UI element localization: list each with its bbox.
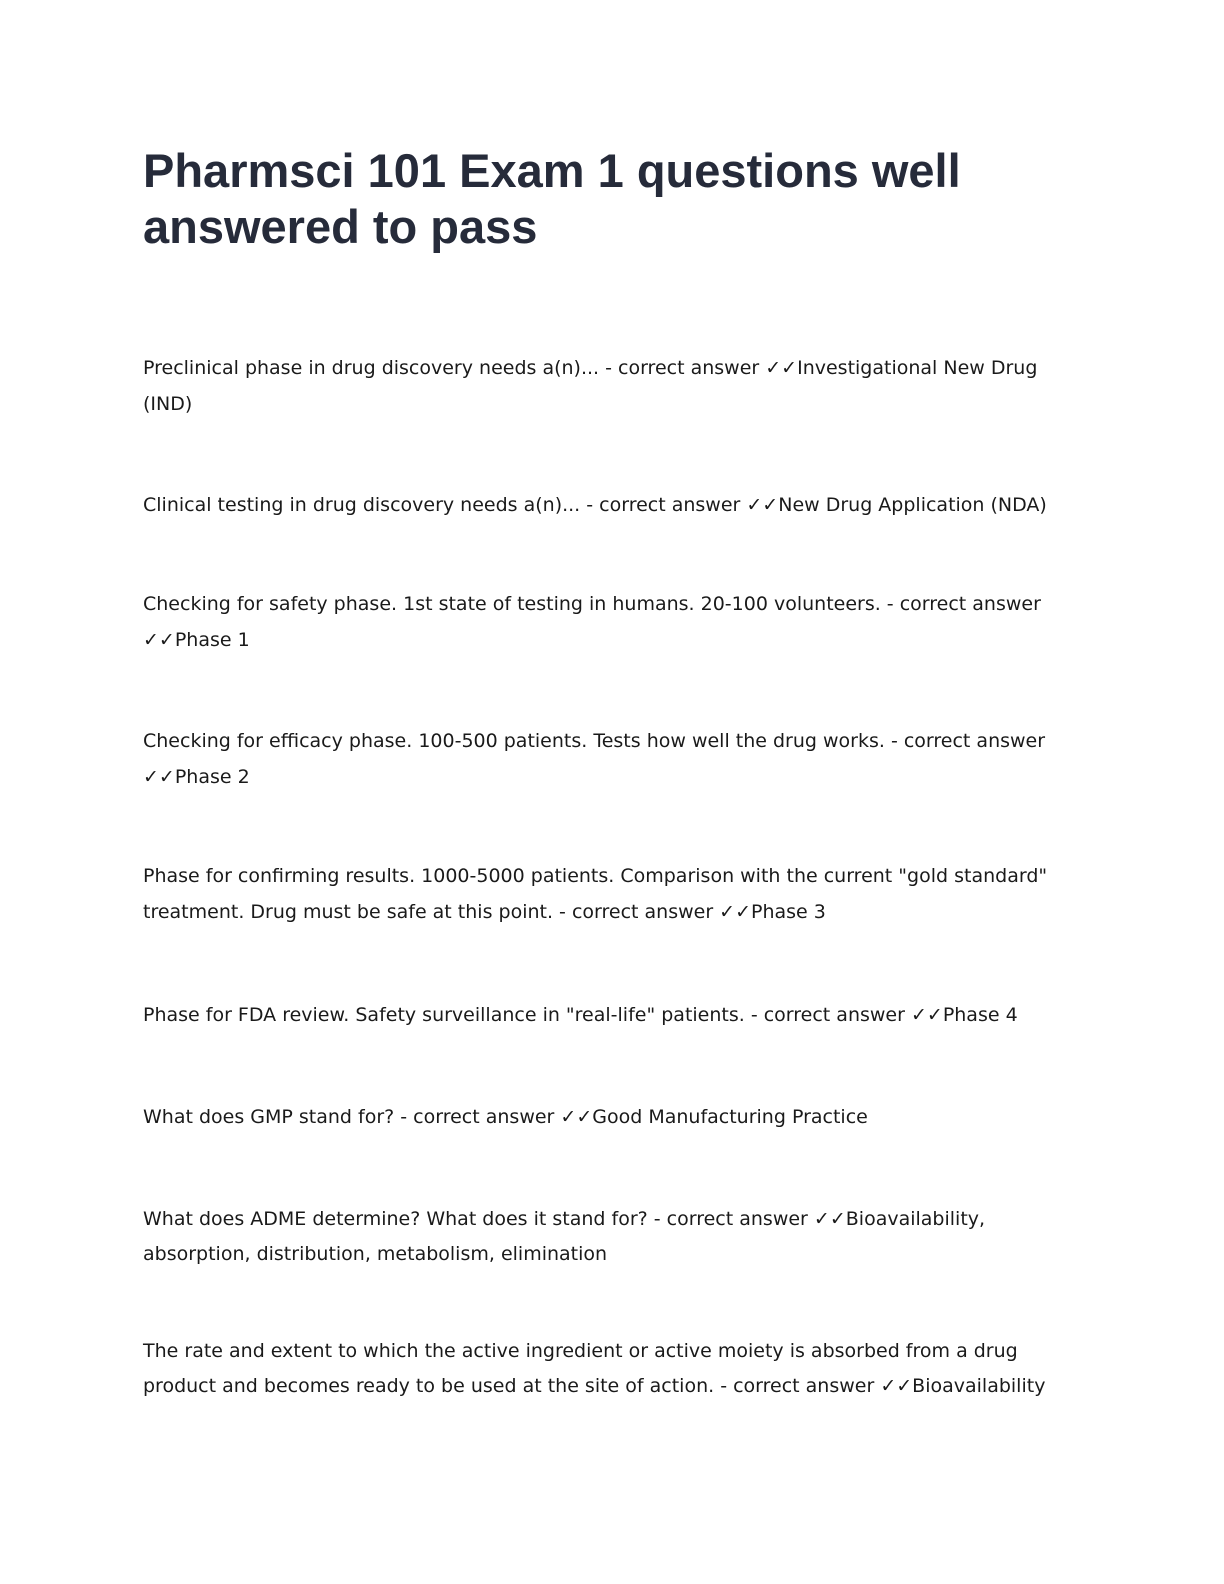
answer-text: Bioavailability [912, 1375, 1046, 1397]
qa-entry-4 [143, 723, 1073, 795]
double-check-icon: ✓✓ [560, 1106, 593, 1128]
qa-entry-3 [143, 586, 1073, 658]
double-check-icon: ✓✓ [910, 1004, 943, 1026]
double-check-icon: ✓✓ [746, 494, 779, 516]
answer-text: Good Manufacturing Practice [592, 1106, 868, 1128]
answer-text: Phase 4 [942, 1004, 1018, 1026]
double-check-icon: ✓✓ [880, 1375, 913, 1397]
qa-entry-9 [143, 1334, 1073, 1404]
question-text: The rate and extent to which the active ingredient or active moiety is absorbed from a drug product and becomes ready to be used at the site of action. - correct answer [143, 1340, 1018, 1397]
answer-text: Phase 2 [174, 766, 250, 788]
answer-text: Bioavailability, absorption, distribution, metabolism, elimination [143, 1208, 986, 1265]
double-check-icon: ✓✓ [765, 357, 798, 379]
question-text: Checking for safety phase. 1st state of testing in humans. 20-100 volunteers. - correct answer [143, 593, 1041, 615]
answer-text: New Drug Application (NDA) [778, 494, 1047, 516]
question-text: Clinical testing in drug discovery needs a(n)... - correct answer [143, 494, 747, 516]
answer-text: Investigational New Drug (IND) [143, 357, 1038, 415]
double-check-icon: ✓✓ [143, 629, 175, 651]
qa-entry-1 [143, 350, 1073, 422]
question-text: Phase for FDA review. Safety surveillance in "real-life" patients. - correct answer [143, 1004, 911, 1026]
qa-entry-7 [143, 1099, 1073, 1135]
qa-entry-5 [143, 858, 1073, 930]
question-text: Checking for efficacy phase. 100-500 patients. Tests how well the drug works. - correct answer [143, 730, 1046, 752]
double-check-icon: ✓✓ [719, 901, 752, 923]
document-title: Pharmsci 101 Exam 1 questions well answered to pass [143, 144, 961, 253]
qa-entry-8 [143, 1202, 1073, 1272]
question-text: What does GMP stand for? - correct answer [143, 1106, 561, 1128]
question-text: What does ADME determine? What does it stand for? - correct answer [143, 1208, 814, 1230]
qa-entry-6 [143, 997, 1073, 1033]
question-text: Phase for confirming results. 1000-5000 patients. Comparison with the current "gold standard" treatment. Drug must be safe at this point. - correct answer [143, 865, 1048, 923]
question-text: Preclinical phase in drug discovery needs a(n)... - correct answer [143, 357, 766, 379]
answer-text: Phase 3 [751, 901, 826, 923]
double-check-icon: ✓✓ [143, 766, 175, 788]
qa-entry-2 [143, 487, 1073, 523]
answer-text: Phase 1 [174, 629, 250, 651]
double-check-icon: ✓✓ [813, 1208, 846, 1230]
